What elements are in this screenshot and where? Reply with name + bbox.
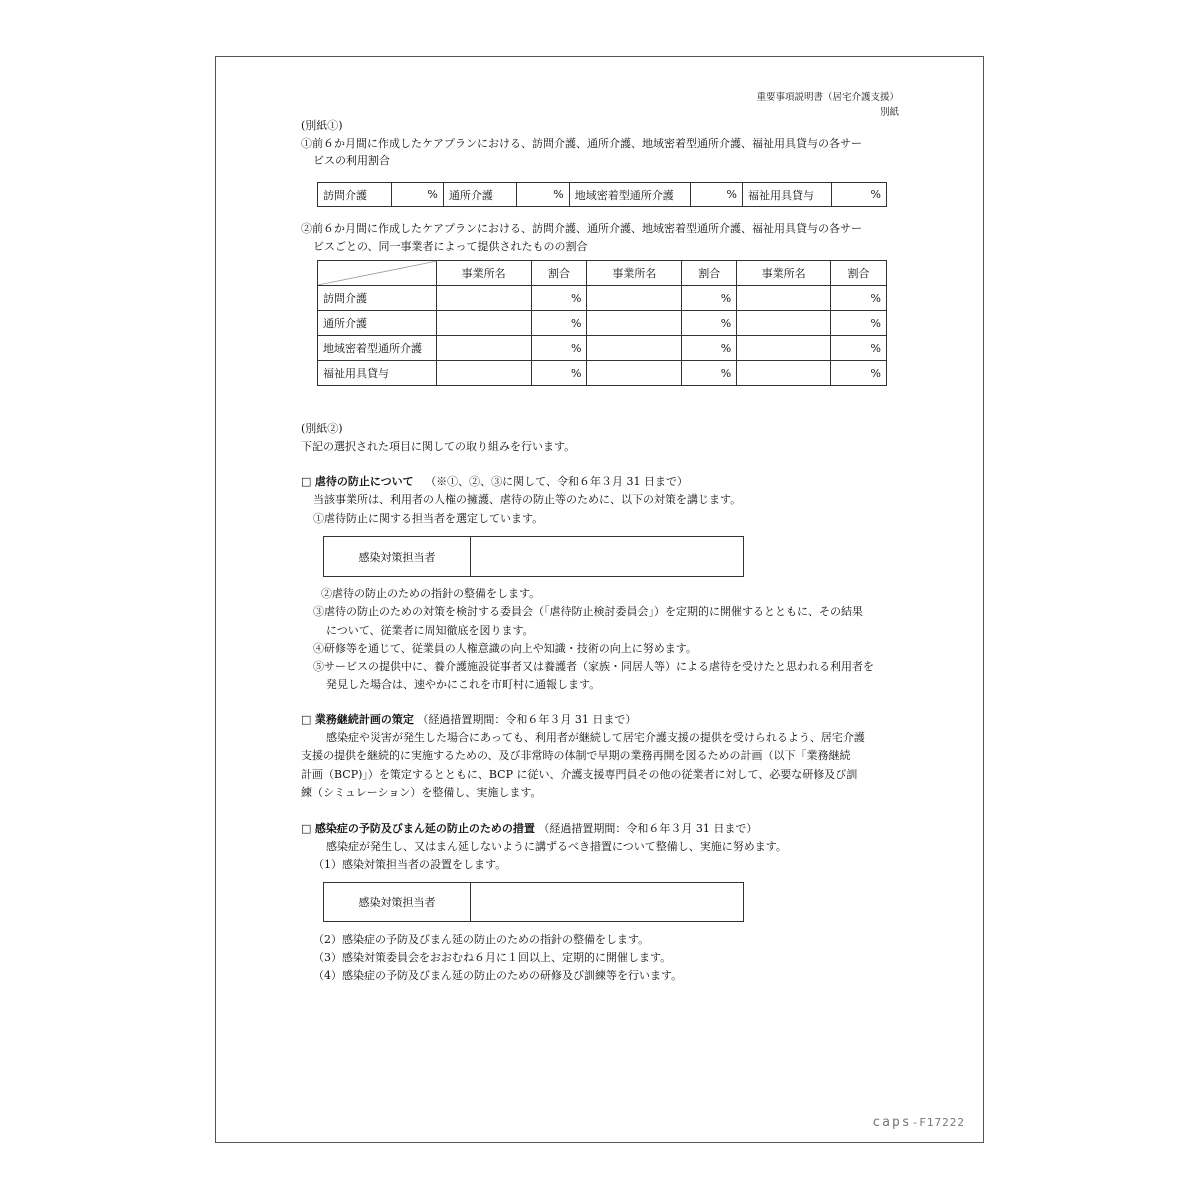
row-service: 通所介護 bbox=[318, 311, 437, 336]
table-row bbox=[318, 361, 887, 386]
q2-text-line2: ビスごとの、同一事業者によって提供されたものの割合 bbox=[313, 240, 588, 253]
bcp-note: （経過措置期間：令和６年３月 31 日まで） bbox=[417, 713, 637, 726]
office-name-cell bbox=[737, 336, 831, 361]
cell-service: 通所介護 bbox=[443, 183, 517, 207]
diagonal-line bbox=[318, 261, 437, 285]
abuse-title: 虐待の防止について bbox=[314, 475, 414, 488]
office-name-cell bbox=[436, 286, 531, 311]
infection-body: 感染症が発生し、又はまん延しないように講ずるべき措置について整備し、実施に努めます。 bbox=[326, 840, 787, 853]
officer-name-field[interactable] bbox=[471, 883, 743, 921]
col-header: 割合 bbox=[831, 261, 887, 286]
table-row bbox=[318, 336, 887, 361]
row-service: 訪問介護 bbox=[318, 286, 437, 311]
pct-cell: % bbox=[682, 286, 737, 311]
infection-item4: （4）感染症の予防及びまん延の防止のための研修及び訓練等を行います。 bbox=[313, 969, 683, 982]
pct-cell: % bbox=[531, 311, 587, 336]
office-name-cell bbox=[587, 311, 682, 336]
infection-item2: （2）感染症の予防及びまん延の防止のための指針の整備をします。 bbox=[313, 933, 650, 946]
abuse-item1: ①虐待防止に関する担当者を選定しています。 bbox=[313, 512, 544, 525]
office-name-cell bbox=[436, 336, 531, 361]
abuse-note: （※①、②、③に関して、令和６年３月 31 日まで） bbox=[425, 475, 688, 488]
usage-ratio-table bbox=[317, 182, 887, 207]
pct-cell: % bbox=[831, 311, 887, 336]
pct-cell: % bbox=[831, 336, 887, 361]
bcp-heading bbox=[301, 713, 636, 727]
col-header: 事業所名 bbox=[587, 261, 682, 286]
officer-name-field[interactable] bbox=[471, 537, 743, 576]
cell-pct: % bbox=[831, 183, 886, 207]
caps-logo: caps bbox=[872, 1115, 912, 1130]
cell-pct: % bbox=[517, 183, 569, 207]
bcp-checkbox[interactable]: □ bbox=[301, 713, 312, 726]
q1-text-line2: ビスの利用割合 bbox=[313, 154, 390, 167]
abuse-item3-line2: について、従業者に周知徹底を図ります。 bbox=[326, 624, 534, 637]
section1-heading: (別紙①) bbox=[301, 119, 343, 132]
office-name-cell bbox=[737, 311, 831, 336]
office-name-cell bbox=[436, 361, 531, 386]
office-name-cell bbox=[436, 311, 531, 336]
brand-mark bbox=[872, 1115, 965, 1130]
q2-text-line1: ②前６か月間に作成したケアプランにおける、訪問介護、通所介護、地域密着型通所介護、福祉用具貸与の各サー bbox=[301, 222, 862, 235]
infection-item1: （1）感染対策担当者の設置をします。 bbox=[313, 858, 507, 871]
infection-title: 感染症の予防及びまん延の防止のための措置 bbox=[314, 822, 535, 835]
office-name-cell bbox=[737, 286, 831, 311]
office-name-cell bbox=[737, 361, 831, 386]
infection-heading bbox=[301, 822, 757, 836]
bcp-line: 練（シミュレーション）を整備し、実施します。 bbox=[301, 786, 542, 799]
col-header: 事業所名 bbox=[436, 261, 531, 286]
abuse-checkbox[interactable]: □ bbox=[301, 475, 312, 488]
section2-intro: 下記の選択された項目に関しての取り組みを行います。 bbox=[301, 440, 576, 453]
appendix-label: 別紙 bbox=[879, 107, 899, 118]
col-header: 割合 bbox=[531, 261, 587, 286]
infection-note: （経過措置期間：令和６年３月 31 日まで） bbox=[538, 822, 758, 835]
bcp-line: 支援の提供を継続的に実施するための、及び非常時の体制で早期の業務再開を図るための計画（以下「業務継続 bbox=[301, 749, 851, 762]
office-name-cell bbox=[587, 336, 682, 361]
pct-cell: % bbox=[831, 286, 887, 311]
abuse-body: 当該事業所は、利用者の人権の擁護、虐待の防止等のために、以下の対策を講じます。 bbox=[313, 493, 742, 506]
pct-cell: % bbox=[531, 286, 587, 311]
table-row bbox=[318, 286, 887, 311]
doc-title: 重要事項説明書（居宅介護支援） bbox=[756, 92, 899, 103]
abuse-item2: ②虐待の防止のための指針の整備をします。 bbox=[321, 587, 541, 600]
infection-checkbox[interactable]: □ bbox=[301, 822, 312, 835]
same-provider-ratio-table bbox=[317, 260, 887, 386]
col-header: 割合 bbox=[682, 261, 737, 286]
pct-cell: % bbox=[682, 336, 737, 361]
office-name-cell bbox=[587, 286, 682, 311]
form-code: -F17222 bbox=[911, 1116, 965, 1129]
pct-cell: % bbox=[682, 361, 737, 386]
q1-text-line1: ①前６か月間に作成したケアプランにおける、訪問介護、通所介護、地域密着型通所介護、福祉用具貸与の各サー bbox=[301, 137, 862, 150]
office-name-cell bbox=[587, 361, 682, 386]
row-service: 福祉用具貸与 bbox=[318, 361, 437, 386]
abuse-heading bbox=[301, 475, 688, 489]
officer-label: 感染対策担当者 bbox=[324, 537, 471, 576]
cell-pct: % bbox=[690, 183, 742, 207]
bcp-title: 業務継続計画の策定 bbox=[314, 713, 414, 726]
row-service: 地域密着型通所介護 bbox=[318, 336, 437, 361]
table-row bbox=[318, 311, 887, 336]
abuse-item5-line1: ⑤サービスの提供中に、養介護施設従事者又は養護者（家族・同居人等）による虐待を受けたと思われる利用者を bbox=[313, 660, 874, 673]
abuse-item3-line1: ③虐待の防止のための対策を検討する委員会（「虐待防止検討委員会」）を定期的に開催するとともに、その結果 bbox=[313, 605, 863, 618]
pct-cell: % bbox=[531, 361, 587, 386]
document-page bbox=[215, 56, 984, 1143]
cell-pct: % bbox=[391, 183, 443, 207]
pct-cell: % bbox=[531, 336, 587, 361]
bcp-line: 感染症や災害が発生した場合にあっても、利用者が継続して居宅介護支援の提供を受けられるよう、居宅介護 bbox=[326, 731, 865, 744]
abuse-item4: ④研修等を通じて、従業員の人権意識の向上や知識・技術の向上に努めます。 bbox=[313, 642, 697, 655]
col-header: 事業所名 bbox=[737, 261, 831, 286]
infection-officer-box bbox=[323, 882, 744, 922]
abuse-officer-box bbox=[323, 536, 744, 577]
pct-cell: % bbox=[831, 361, 887, 386]
cell-service: 訪問介護 bbox=[318, 183, 392, 207]
pct-cell: % bbox=[682, 311, 737, 336]
table-diagonal-corner bbox=[318, 261, 437, 286]
bcp-line: 計画（BCP)」）を策定するとともに、BCP に従い、介護支援専門員その他の従業者に対して、必要な研修及び訓 bbox=[301, 768, 858, 781]
infection-item3: （3）感染対策委員会をおおむね６月に１回以上、定期的に開催します。 bbox=[313, 951, 672, 964]
abuse-item5-line2: 発見した場合は、速やかにこれを市町村に通報します。 bbox=[326, 678, 601, 691]
officer-label: 感染対策担当者 bbox=[324, 883, 471, 921]
cell-service: 地域密着型通所介護 bbox=[569, 183, 690, 207]
cell-service: 福祉用具貸与 bbox=[742, 183, 831, 207]
section2-heading: (別紙②) bbox=[301, 422, 343, 435]
